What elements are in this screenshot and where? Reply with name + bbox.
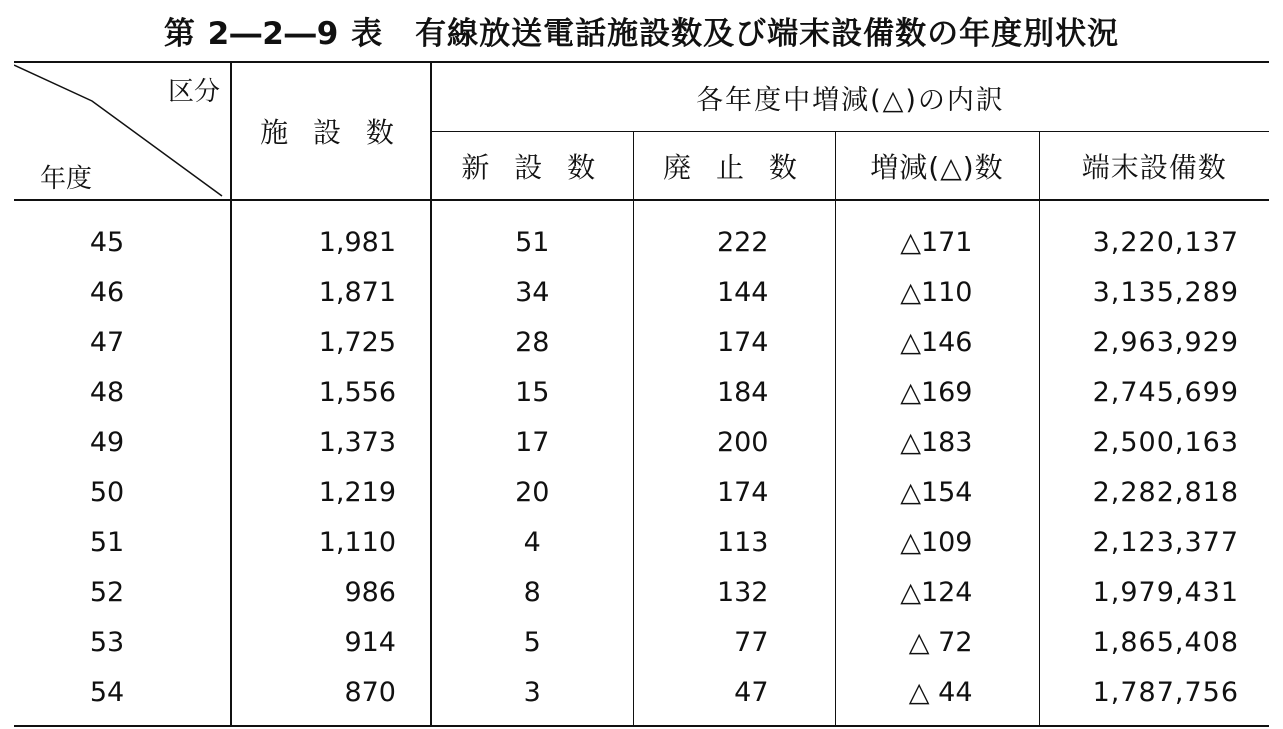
cell-year: 54	[14, 667, 231, 726]
cell-facilities: 986	[231, 567, 431, 617]
cell-year: 47	[14, 317, 231, 367]
data-table	[14, 61, 1269, 727]
cell-facilities: 1,556	[231, 367, 431, 417]
cell-abolished: 222	[633, 200, 835, 267]
cell-terminals: 3,220,137	[1092, 226, 1240, 258]
cell-facilities: 914	[231, 617, 431, 667]
cell-new: 8	[431, 567, 633, 617]
cell-new: 34	[431, 267, 633, 317]
corner-label-year: 年度	[40, 164, 93, 194]
cell-facilities: 1,110	[231, 517, 431, 567]
header-terminals: 端末設備数	[1039, 132, 1269, 201]
cell-terminals: 1,979,431	[1092, 576, 1240, 608]
table-row	[14, 367, 1269, 417]
cell-delta: △154	[835, 467, 1039, 517]
table-body	[14, 200, 1269, 726]
cell-abolished: 174	[633, 317, 835, 367]
cell-terminals: 2,963,929	[1092, 326, 1240, 358]
cell-new: 3	[431, 667, 633, 726]
cell-year: 51	[14, 517, 231, 567]
cell-year: 52	[14, 567, 231, 617]
cell-new: 5	[431, 617, 633, 667]
cell-year: 45	[14, 200, 231, 267]
cell-abolished: 144	[633, 267, 835, 317]
cell-abolished: 184	[633, 367, 835, 417]
cell-year: 46	[14, 267, 231, 317]
cell-terminals: 1,865,408	[1092, 626, 1240, 658]
cell-delta: △124	[835, 567, 1039, 617]
corner-label-category: 区分	[167, 77, 220, 107]
cell-terminals: 3,135,289	[1092, 276, 1240, 308]
table-row	[14, 200, 1269, 267]
cell-delta: △110	[835, 267, 1039, 317]
header-delta: 増減(△)数	[835, 132, 1039, 201]
cell-abolished: 77	[633, 617, 835, 667]
cell-new: 15	[431, 367, 633, 417]
table-header	[14, 62, 1269, 200]
cell-delta: △171	[835, 200, 1039, 267]
table-row	[14, 567, 1269, 617]
cell-new: 51	[431, 200, 633, 267]
cell-year: 49	[14, 417, 231, 467]
header-facilities: 施 設 数	[231, 62, 431, 200]
table-row	[14, 617, 1269, 667]
corner-header-cell	[14, 62, 231, 200]
cell-delta: △183	[835, 417, 1039, 467]
cell-new: 20	[431, 467, 633, 517]
table-row	[14, 667, 1269, 726]
header-breakdown: 各年度中増減(△)の内訳	[431, 62, 1269, 132]
cell-new: 28	[431, 317, 633, 367]
cell-facilities: 1,219	[231, 467, 431, 517]
cell-facilities: 1,871	[231, 267, 431, 317]
table-row	[14, 317, 1269, 367]
table-row	[14, 467, 1269, 517]
cell-abolished: 174	[633, 467, 835, 517]
header-new: 新 設 数	[431, 132, 633, 201]
cell-abolished: 132	[633, 567, 835, 617]
cell-terminals: 2,123,377	[1092, 526, 1240, 558]
cell-year: 48	[14, 367, 231, 417]
table-row	[14, 267, 1269, 317]
cell-terminals: 2,745,699	[1092, 376, 1240, 408]
cell-terminals: 1,787,756	[1039, 667, 1269, 726]
cell-abolished: 47	[633, 667, 835, 726]
cell-delta: △169	[835, 367, 1039, 417]
cell-facilities: 1,981	[231, 200, 431, 267]
table-row	[14, 517, 1269, 567]
cell-new: 17	[431, 417, 633, 467]
cell-abolished: 113	[633, 517, 835, 567]
cell-new: 4	[431, 517, 633, 567]
cell-delta: △109	[835, 517, 1039, 567]
table-title: 第 2―2―9 表 有線放送電話施設数及び端末設備数の年度別状況	[163, 16, 1120, 52]
cell-facilities: 1,725	[231, 317, 431, 367]
cell-facilities: 870	[231, 667, 431, 726]
cell-terminals: 2,500,163	[1092, 426, 1240, 458]
cell-year: 50	[14, 467, 231, 517]
cell-terminals: 2,282,818	[1092, 476, 1240, 508]
table-row	[14, 417, 1269, 467]
cell-delta: △146	[835, 317, 1039, 367]
cell-facilities: 1,373	[231, 417, 431, 467]
cell-delta: △ 44	[835, 667, 1039, 726]
header-abolished: 廃 止 数	[633, 132, 835, 201]
cell-year: 53	[14, 617, 231, 667]
cell-abolished: 200	[633, 417, 835, 467]
cell-delta: △ 72	[835, 617, 1039, 667]
